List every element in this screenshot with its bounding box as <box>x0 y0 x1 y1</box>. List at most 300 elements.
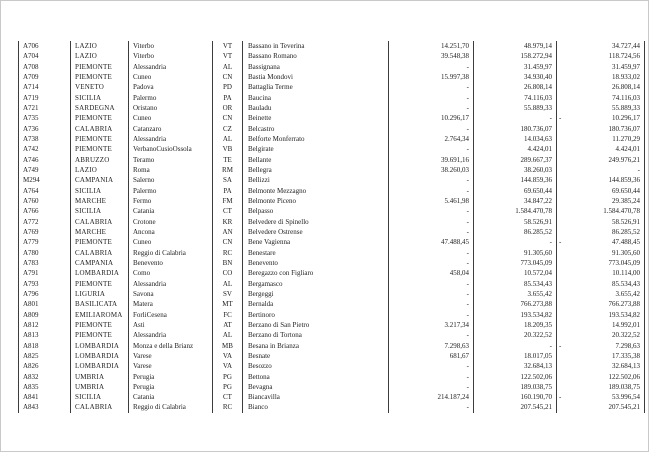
cell-municipality: Benevento <box>243 258 389 268</box>
amount-3-value: 32.684,13 <box>612 362 640 371</box>
amount-3-value: 193.534,82 <box>608 310 640 319</box>
cell-province: Padova <box>129 82 213 92</box>
cell-municipality: Belpasso <box>243 206 389 216</box>
amount-3-value: 14.992,01 <box>612 320 640 329</box>
amount-3-value: 7.298,63 <box>615 341 640 350</box>
amount-3-value: 773.045,09 <box>608 258 640 267</box>
cell-municipality: Baucina <box>243 93 389 103</box>
cell-code: A796 <box>19 289 71 299</box>
cell-municipality: Biancavilla <box>243 392 389 402</box>
table-row <box>19 113 645 123</box>
cell-province-code: PG <box>213 372 243 382</box>
cell-province-code: CT <box>213 392 243 402</box>
cell-code: A813 <box>19 330 71 340</box>
cell-region: CALABRIA <box>71 217 129 227</box>
cell-amount-3 <box>557 196 645 206</box>
cell-province-code: SV <box>213 289 243 299</box>
cell-amount-3 <box>557 103 645 113</box>
cell-amount-3 <box>557 227 645 237</box>
cell-amount-1: 3.217,34 <box>389 320 474 330</box>
cell-province: Alessandria <box>129 330 213 340</box>
cell-amount-3 <box>557 124 645 134</box>
cell-amount-1: - <box>389 217 474 227</box>
cell-amount-2: 4.424,01 <box>474 144 557 154</box>
cell-region: SICILIA <box>71 206 129 216</box>
cell-province: Como <box>129 268 213 278</box>
cell-province-code: VA <box>213 361 243 371</box>
cell-region: SICILIA <box>71 186 129 196</box>
table-row <box>19 382 645 392</box>
cell-province: Cuneo <box>129 237 213 247</box>
cell-region: UMBRIA <box>71 382 129 392</box>
cell-amount-3 <box>557 206 645 216</box>
cell-amount-1: 7.298,63 <box>389 341 474 351</box>
cell-region: PIEMONTE <box>71 113 129 123</box>
cell-amount-3 <box>557 165 645 175</box>
cell-amount-3 <box>557 51 645 61</box>
cell-amount-3 <box>557 93 645 103</box>
cell-province-code: CO <box>213 268 243 278</box>
cell-region: CALABRIA <box>71 248 129 258</box>
cell-province-code: RC <box>213 248 243 258</box>
cell-province-code: PD <box>213 82 243 92</box>
cell-amount-1: 38.260,03 <box>389 165 474 175</box>
cell-province: Viterbo <box>129 51 213 61</box>
municipalities-table <box>18 41 645 413</box>
cell-amount-3 <box>557 258 645 268</box>
cell-amount-3 <box>557 372 645 382</box>
cell-province-code: OR <box>213 103 243 113</box>
cell-region: LIGURIA <box>71 289 129 299</box>
amount-3-value: 31.459,97 <box>612 62 640 71</box>
cell-code: A780 <box>19 248 71 258</box>
amount-3-value: 122.502,06 <box>608 372 640 381</box>
cell-province: Cuneo <box>129 113 213 123</box>
cell-province: Teramo <box>129 155 213 165</box>
cell-province-code: BN <box>213 258 243 268</box>
cell-amount-2: 34.847,22 <box>474 196 557 206</box>
cell-municipality: Bellizzi <box>243 175 389 185</box>
cell-region: LOMBARDIA <box>71 361 129 371</box>
cell-province: Palermo <box>129 186 213 196</box>
cell-amount-3 <box>557 62 645 72</box>
cell-amount-2: 20.322,52 <box>474 330 557 340</box>
cell-municipality: Berzano di Tortona <box>243 330 389 340</box>
cell-municipality: Bianco <box>243 402 389 412</box>
cell-province: Benevento <box>129 258 213 268</box>
cell-code: A769 <box>19 227 71 237</box>
cell-province-code: CN <box>213 72 243 82</box>
table-row <box>19 289 645 299</box>
table-row <box>19 392 645 402</box>
cell-code: A746 <box>19 155 71 165</box>
cell-municipality: Bassano in Teverina <box>243 41 389 51</box>
cell-code: A812 <box>19 320 71 330</box>
cell-province: Salerno <box>129 175 213 185</box>
amount-3-value: 11.270,29 <box>612 134 640 143</box>
cell-amount-2: 86.285,52 <box>474 227 557 237</box>
cell-amount-3 <box>557 402 645 412</box>
cell-code: A832 <box>19 372 71 382</box>
cell-region: PIEMONTE <box>71 320 129 330</box>
cell-code: A843 <box>19 402 71 412</box>
cell-amount-2: 55.889,33 <box>474 103 557 113</box>
table-row <box>19 124 645 134</box>
cell-amount-3 <box>557 82 645 92</box>
cell-amount-1: - <box>389 93 474 103</box>
cell-region: SARDEGNA <box>71 103 129 113</box>
table-row <box>19 320 645 330</box>
cell-code: A801 <box>19 299 71 309</box>
table-row <box>19 175 645 185</box>
amount-3-value: 86.285,52 <box>612 227 640 236</box>
cell-amount-3 <box>557 279 645 289</box>
cell-municipality: Belmonte Mezzagno <box>243 186 389 196</box>
cell-amount-3 <box>557 351 645 361</box>
cell-amount-2: 48.979,14 <box>474 41 557 51</box>
cell-amount-1: 10.296,17 <box>389 113 474 123</box>
cell-code: A783 <box>19 258 71 268</box>
cell-amount-1: - <box>389 206 474 216</box>
cell-province: Alessandria <box>129 279 213 289</box>
table-row <box>19 310 645 320</box>
cell-municipality: Belvedere Ostrense <box>243 227 389 237</box>
cell-amount-2: 69.650,44 <box>474 186 557 196</box>
cell-region: PIEMONTE <box>71 62 129 72</box>
cell-region: SICILIA <box>71 392 129 402</box>
cell-region: PIEMONTE <box>71 144 129 154</box>
cell-amount-3 <box>557 41 645 51</box>
cell-amount-2: 32.684,13 <box>474 361 557 371</box>
cell-province-code: PG <box>213 382 243 392</box>
cell-amount-2: 1.584.470,78 <box>474 206 557 216</box>
cell-amount-1: - <box>389 310 474 320</box>
negative-sign: - <box>559 393 562 402</box>
table-row <box>19 144 645 154</box>
cell-region: PIEMONTE <box>71 279 129 289</box>
amount-3-value: 189.038,75 <box>608 382 640 391</box>
negative-sign: - <box>559 114 562 123</box>
cell-code: A719 <box>19 93 71 103</box>
cell-amount-1: - <box>389 361 474 371</box>
cell-amount-1: 39.691,16 <box>389 155 474 165</box>
cell-region: PIEMONTE <box>71 72 129 82</box>
amount-3-value: 17.335,38 <box>612 351 640 360</box>
cell-municipality: Besana in Brianza <box>243 341 389 351</box>
cell-municipality: Bauladu <box>243 103 389 113</box>
amount-3-value: 74.116,03 <box>612 93 640 102</box>
amount-3-value: 4.424,01 <box>615 145 640 154</box>
cell-region: LAZIO <box>71 41 129 51</box>
table-row <box>19 227 645 237</box>
table-row <box>19 402 645 412</box>
cell-amount-1: 214.187,24 <box>389 392 474 402</box>
cell-municipality: Bergamasco <box>243 279 389 289</box>
cell-province: Varese <box>129 361 213 371</box>
cell-code: A793 <box>19 279 71 289</box>
amount-3-value: 180.736,07 <box>608 124 640 133</box>
cell-code: A736 <box>19 124 71 134</box>
cell-province: Crotone <box>129 217 213 227</box>
cell-code: A772 <box>19 217 71 227</box>
cell-municipality: Besnate <box>243 351 389 361</box>
amount-3-value: 18.933,02 <box>612 72 640 81</box>
cell-province-code: MT <box>213 299 243 309</box>
cell-municipality: Bergeggi <box>243 289 389 299</box>
table-row <box>19 186 645 196</box>
cell-province: Varese <box>129 351 213 361</box>
cell-amount-2: 10.572,04 <box>474 268 557 278</box>
cell-province: Perugia <box>129 382 213 392</box>
cell-amount-2: 160.190,70 <box>474 392 557 402</box>
cell-amount-1: - <box>389 289 474 299</box>
amount-3-value: 207.545,21 <box>608 403 640 412</box>
table-row <box>19 248 645 258</box>
cell-region: CAMPANIA <box>71 175 129 185</box>
cell-region: ABRUZZO <box>71 155 129 165</box>
cell-code: A809 <box>19 310 71 320</box>
cell-region: VENETO <box>71 82 129 92</box>
cell-municipality: Beregazzo con Figliaro <box>243 268 389 278</box>
cell-province-code: FM <box>213 196 243 206</box>
cell-province-code: VT <box>213 51 243 61</box>
cell-province: Ancona <box>129 227 213 237</box>
amount-3-value: 118.724,56 <box>608 52 640 61</box>
negative-sign: - <box>559 341 562 350</box>
cell-province-code: TE <box>213 155 243 165</box>
cell-region: BASILICATA <box>71 299 129 309</box>
cell-amount-1: - <box>389 248 474 258</box>
cell-amount-3 <box>557 134 645 144</box>
cell-amount-2: 85.534,43 <box>474 279 557 289</box>
cell-code: A841 <box>19 392 71 402</box>
table-row <box>19 62 645 72</box>
cell-province: Savona <box>129 289 213 299</box>
table-row <box>19 51 645 61</box>
cell-municipality: Bastia Mondovi <box>243 72 389 82</box>
cell-province-code: CN <box>213 237 243 247</box>
cell-amount-2: - <box>474 113 557 123</box>
cell-province-code: PA <box>213 186 243 196</box>
cell-province: VerbanoCusioOssola <box>129 144 213 154</box>
cell-amount-3 <box>557 237 645 247</box>
amount-3-value: 91.305,60 <box>612 248 640 257</box>
amount-3-value: 249.976,21 <box>608 155 640 164</box>
amount-3-value: 85.534,43 <box>612 279 640 288</box>
cell-amount-3 <box>557 144 645 154</box>
cell-amount-2: - <box>474 341 557 351</box>
table-row <box>19 258 645 268</box>
cell-amount-2: 91.305,60 <box>474 248 557 258</box>
table-row <box>19 299 645 309</box>
cell-province-code: SA <box>213 175 243 185</box>
table-row <box>19 341 645 351</box>
cell-region: CALABRIA <box>71 402 129 412</box>
cell-amount-2: 122.502,06 <box>474 372 557 382</box>
cell-province-code: PA <box>213 93 243 103</box>
cell-amount-1: 681,67 <box>389 351 474 361</box>
cell-amount-1: - <box>389 382 474 392</box>
cell-amount-1: - <box>389 144 474 154</box>
cell-amount-3 <box>557 72 645 82</box>
cell-municipality: Bettona <box>243 372 389 382</box>
cell-amount-2: - <box>474 237 557 247</box>
cell-amount-1: - <box>389 402 474 412</box>
cell-amount-3 <box>557 217 645 227</box>
cell-province-code: CZ <box>213 124 243 134</box>
table-row <box>19 351 645 361</box>
table-row <box>19 268 645 278</box>
cell-municipality: Bernalda <box>243 299 389 309</box>
cell-amount-1: 47.488,45 <box>389 237 474 247</box>
cell-amount-1: - <box>389 258 474 268</box>
cell-code: A826 <box>19 361 71 371</box>
cell-region: LAZIO <box>71 165 129 175</box>
cell-region: LOMBARDIA <box>71 268 129 278</box>
cell-amount-2: 193.534,82 <box>474 310 557 320</box>
cell-amount-2: 144.859,36 <box>474 175 557 185</box>
cell-amount-1: - <box>389 175 474 185</box>
table-row <box>19 279 645 289</box>
cell-code: A738 <box>19 134 71 144</box>
cell-province: Perugia <box>129 372 213 382</box>
cell-province-code: VA <box>213 351 243 361</box>
cell-region: CAMPANIA <box>71 258 129 268</box>
cell-province-code: AL <box>213 330 243 340</box>
amount-3-value: 1.584.470,78 <box>603 207 640 216</box>
cell-province-code: KR <box>213 217 243 227</box>
cell-region: UMBRIA <box>71 372 129 382</box>
cell-province: Alessandria <box>129 62 213 72</box>
cell-amount-2: 158.272,94 <box>474 51 557 61</box>
amount-3-value: 47.488,45 <box>612 238 640 247</box>
cell-amount-1: 14.251,70 <box>389 41 474 51</box>
cell-province-code: AL <box>213 279 243 289</box>
cell-amount-2: 18.017,05 <box>474 351 557 361</box>
cell-code: A825 <box>19 351 71 361</box>
table-row <box>19 134 645 144</box>
cell-amount-1: - <box>389 330 474 340</box>
cell-amount-1: - <box>389 62 474 72</box>
cell-municipality: Berzano di San Pietro <box>243 320 389 330</box>
cell-amount-2: 189.038,75 <box>474 382 557 392</box>
cell-province-code: RM <box>213 165 243 175</box>
amount-3-value: 144.859,36 <box>608 176 640 185</box>
cell-amount-2: 31.459,97 <box>474 62 557 72</box>
cell-amount-1: 2.764,34 <box>389 134 474 144</box>
amount-3-value: 69.650,44 <box>612 186 640 195</box>
amount-3-value: 34.727,44 <box>612 42 640 50</box>
cell-municipality: Bene Vagienna <box>243 237 389 247</box>
cell-municipality: Battaglia Terme <box>243 82 389 92</box>
cell-region: LAZIO <box>71 51 129 61</box>
table-row <box>19 72 645 82</box>
table-row <box>19 165 645 175</box>
cell-province: ForliCesena <box>129 310 213 320</box>
amount-3-value: 58.526,91 <box>612 217 640 226</box>
cell-province: Oristano <box>129 103 213 113</box>
cell-amount-3 <box>557 175 645 185</box>
cell-municipality: Besozzo <box>243 361 389 371</box>
cell-amount-1: 458,04 <box>389 268 474 278</box>
cell-code: A791 <box>19 268 71 278</box>
table-row <box>19 93 645 103</box>
cell-amount-2: 18.209,35 <box>474 320 557 330</box>
cell-province: Reggio di Calabria <box>129 248 213 258</box>
cell-municipality: Bassano Romano <box>243 51 389 61</box>
cell-amount-3 <box>557 382 645 392</box>
cell-municipality: Benestare <box>243 248 389 258</box>
cell-amount-1: - <box>389 227 474 237</box>
cell-code: A766 <box>19 206 71 216</box>
amount-3-value: - <box>637 165 640 174</box>
cell-code: A708 <box>19 62 71 72</box>
cell-province-code: CN <box>213 113 243 123</box>
cell-amount-1: 39.548,38 <box>389 51 474 61</box>
cell-municipality: Bellante <box>243 155 389 165</box>
cell-amount-3 <box>557 299 645 309</box>
cell-code: A714 <box>19 82 71 92</box>
cell-amount-3 <box>557 113 645 123</box>
cell-code: A760 <box>19 196 71 206</box>
cell-amount-2: 58.526,91 <box>474 217 557 227</box>
cell-municipality: Belgirate <box>243 144 389 154</box>
cell-amount-2: 38.260,03 <box>474 165 557 175</box>
cell-province-code: MB <box>213 341 243 351</box>
cell-code: A706 <box>19 41 71 51</box>
cell-province-code: AL <box>213 62 243 72</box>
cell-code: A779 <box>19 237 71 247</box>
cell-code: A749 <box>19 165 71 175</box>
table-row <box>19 206 645 216</box>
cell-amount-2: 26.808,14 <box>474 82 557 92</box>
cell-municipality: Bellegra <box>243 165 389 175</box>
cell-code: M294 <box>19 175 71 185</box>
cell-amount-3 <box>557 330 645 340</box>
cell-province: Matera <box>129 299 213 309</box>
table-row <box>19 41 645 51</box>
cell-amount-3 <box>557 248 645 258</box>
amount-3-value: 20.322,52 <box>612 331 640 340</box>
table-row <box>19 103 645 113</box>
cell-province: Catanzaro <box>129 124 213 134</box>
cell-amount-2: 34.930,40 <box>474 72 557 82</box>
cell-province-code: FC <box>213 310 243 320</box>
table-row <box>19 155 645 165</box>
cell-amount-2: 74.116,03 <box>474 93 557 103</box>
cell-amount-3 <box>557 392 645 402</box>
cell-amount-3 <box>557 310 645 320</box>
cell-amount-1: - <box>389 372 474 382</box>
cell-province: Fermo <box>129 196 213 206</box>
cell-municipality: Belcastro <box>243 124 389 134</box>
cell-region: LOMBARDIA <box>71 351 129 361</box>
cell-province: Catania <box>129 392 213 402</box>
cell-code: A721 <box>19 103 71 113</box>
cell-amount-2: 773.045,09 <box>474 258 557 268</box>
cell-region: PIEMONTE <box>71 330 129 340</box>
cell-province: Alessandria <box>129 134 213 144</box>
amount-3-value: 53.996,54 <box>612 393 640 402</box>
table-row <box>19 372 645 382</box>
cell-region: PIEMONTE <box>71 134 129 144</box>
cell-code: A835 <box>19 382 71 392</box>
table-row <box>19 237 645 247</box>
cell-amount-3 <box>557 268 645 278</box>
cell-province: Monza e della Brianz <box>129 341 213 351</box>
cell-amount-2: 180.736,07 <box>474 124 557 134</box>
cell-amount-3 <box>557 186 645 196</box>
